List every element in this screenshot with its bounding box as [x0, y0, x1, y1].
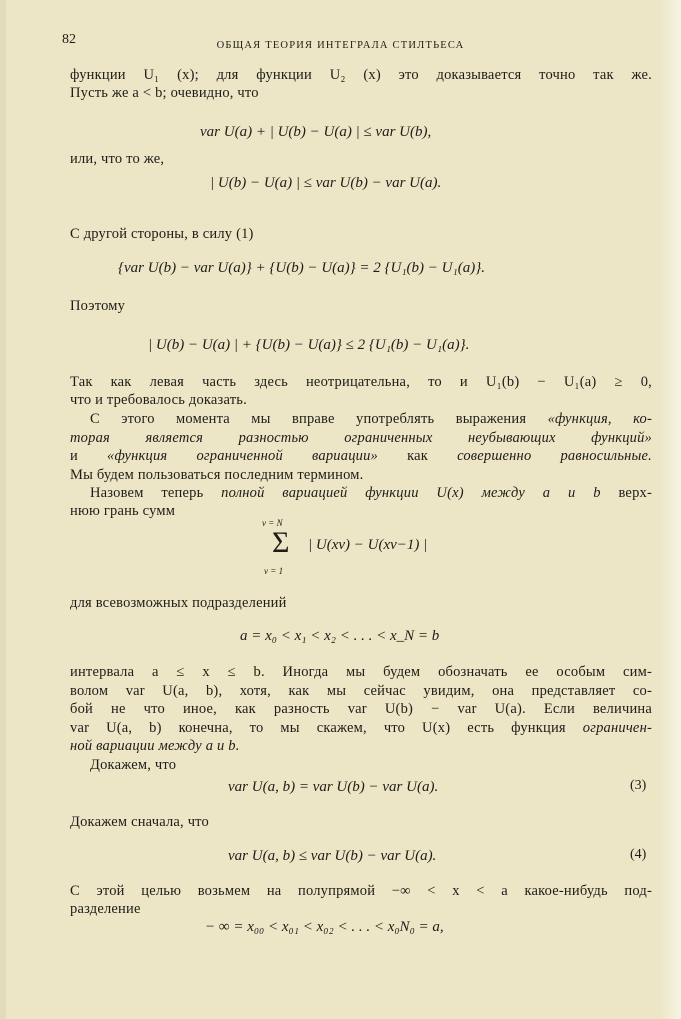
italic-segment: «функция ограниченной вариации»: [107, 448, 379, 464]
equation: | U(b) − U(a) | ≤ var U(b) − var U(a).: [210, 175, 442, 191]
text-line: С этой целью возьмем на полупрямой −∞ < x < a какое-нибудь под-: [70, 883, 652, 899]
text-line: [90, 484, 652, 502]
italic-segment: совершенно равносильные.: [457, 448, 652, 464]
equation: var U(a) + | U(b) − U(a) | ≤ var U(b),: [200, 124, 432, 140]
text-line: [70, 447, 652, 465]
text-line: Поэтому: [70, 298, 126, 314]
text-line: для всевозможных подразделений: [70, 595, 287, 611]
text-segment: верх-: [600, 485, 652, 501]
text-segment: как: [378, 448, 458, 464]
italic-line: торая является разностью ограниченных неубывающих функций»: [70, 430, 652, 446]
page-edge: [659, 0, 681, 1019]
sum-lower-limit: ν = 1: [264, 566, 284, 576]
text-line: или, что то же,: [70, 151, 165, 167]
text-segment: var U(a, b) конечна, то мы скажем, что U(x) есть функция: [70, 720, 583, 736]
italic-segment: между a и b: [481, 485, 601, 501]
italic-segment: «функция, ко-: [547, 411, 652, 427]
text-line: [70, 719, 652, 737]
running-head: ОБЩАЯ ТЕОРИЯ ИНТЕГРАЛА СТИЛТЬЕСА: [216, 40, 465, 51]
text-line: Пусть же a < b; очевидно, что: [70, 85, 259, 101]
italic-segment: полной вариацией функции: [221, 485, 419, 501]
text-line: Докажем сначала, что: [70, 814, 209, 830]
italic-segment: ограничен-: [582, 720, 652, 736]
text-line: бой не что иное, как разность var U(b) − var U(a). Если величина: [70, 701, 652, 717]
text-line: Так как левая часть здесь неотрицательна, то и U₁(b) − U₁(a) ≥ 0,: [70, 374, 652, 390]
equation: var U(a, b) ≤ var U(b) − var U(a).: [228, 848, 437, 864]
text-line: волом var U(a, b), хотя, как мы сейчас увидим, она представляет со-: [70, 683, 652, 699]
text-line: разделение: [70, 901, 141, 917]
text-segment: С этого момента мы вправе употреблять выражения: [90, 411, 548, 427]
text-line: функции U₁ (x); для функции U₂ (x) это доказывается точно так же.: [70, 67, 652, 83]
text-line: [90, 410, 652, 428]
sum-upper-limit: ν = N: [262, 518, 283, 528]
page-number: 82: [62, 32, 76, 47]
equation-number: (3): [630, 778, 647, 793]
page-shadow: [0, 0, 6, 1019]
italic-line: ной вариации между a и b.: [70, 738, 240, 754]
equation: {var U(b) − var U(a)} + {U(b) − U(a)} = 2 {U₁(b) − U₁(a)}.: [118, 260, 485, 276]
equation: var U(a, b) = var U(b) − var U(a).: [228, 779, 439, 795]
math-segment: U(x): [418, 485, 482, 501]
text-line: нюю грань сумм: [70, 503, 176, 519]
equation: a = x₀ < x₁ < x₂ < . . . < x_N = b: [240, 628, 440, 644]
text-line: что и требовалось доказать.: [70, 392, 247, 408]
equation: − ∞ = x₀₀ < x₀₁ < x₀₂ < . . . < x₀N₀ = a,: [205, 919, 444, 935]
text-segment: Назовем теперь: [90, 485, 222, 501]
text-line: интервала a ≤ x ≤ b. Иногда мы будем обозначать ее особым сим-: [70, 664, 652, 680]
equation-number: (4): [630, 847, 647, 862]
sum-body: | U(xν) − U(xν−1) |: [308, 537, 428, 553]
text-line: Мы будем пользоваться последним термином.: [70, 467, 364, 483]
equation: | U(b) − U(a) | + {U(b) − U(a)} ≤ 2 {U₁(b) − U₁(a)}.: [148, 337, 470, 353]
text-line: С другой стороны, в силу (1): [70, 226, 254, 242]
sum-sign: Σ: [272, 526, 290, 559]
text-line: Докажем, что: [90, 757, 177, 773]
text-segment: и: [70, 448, 108, 464]
